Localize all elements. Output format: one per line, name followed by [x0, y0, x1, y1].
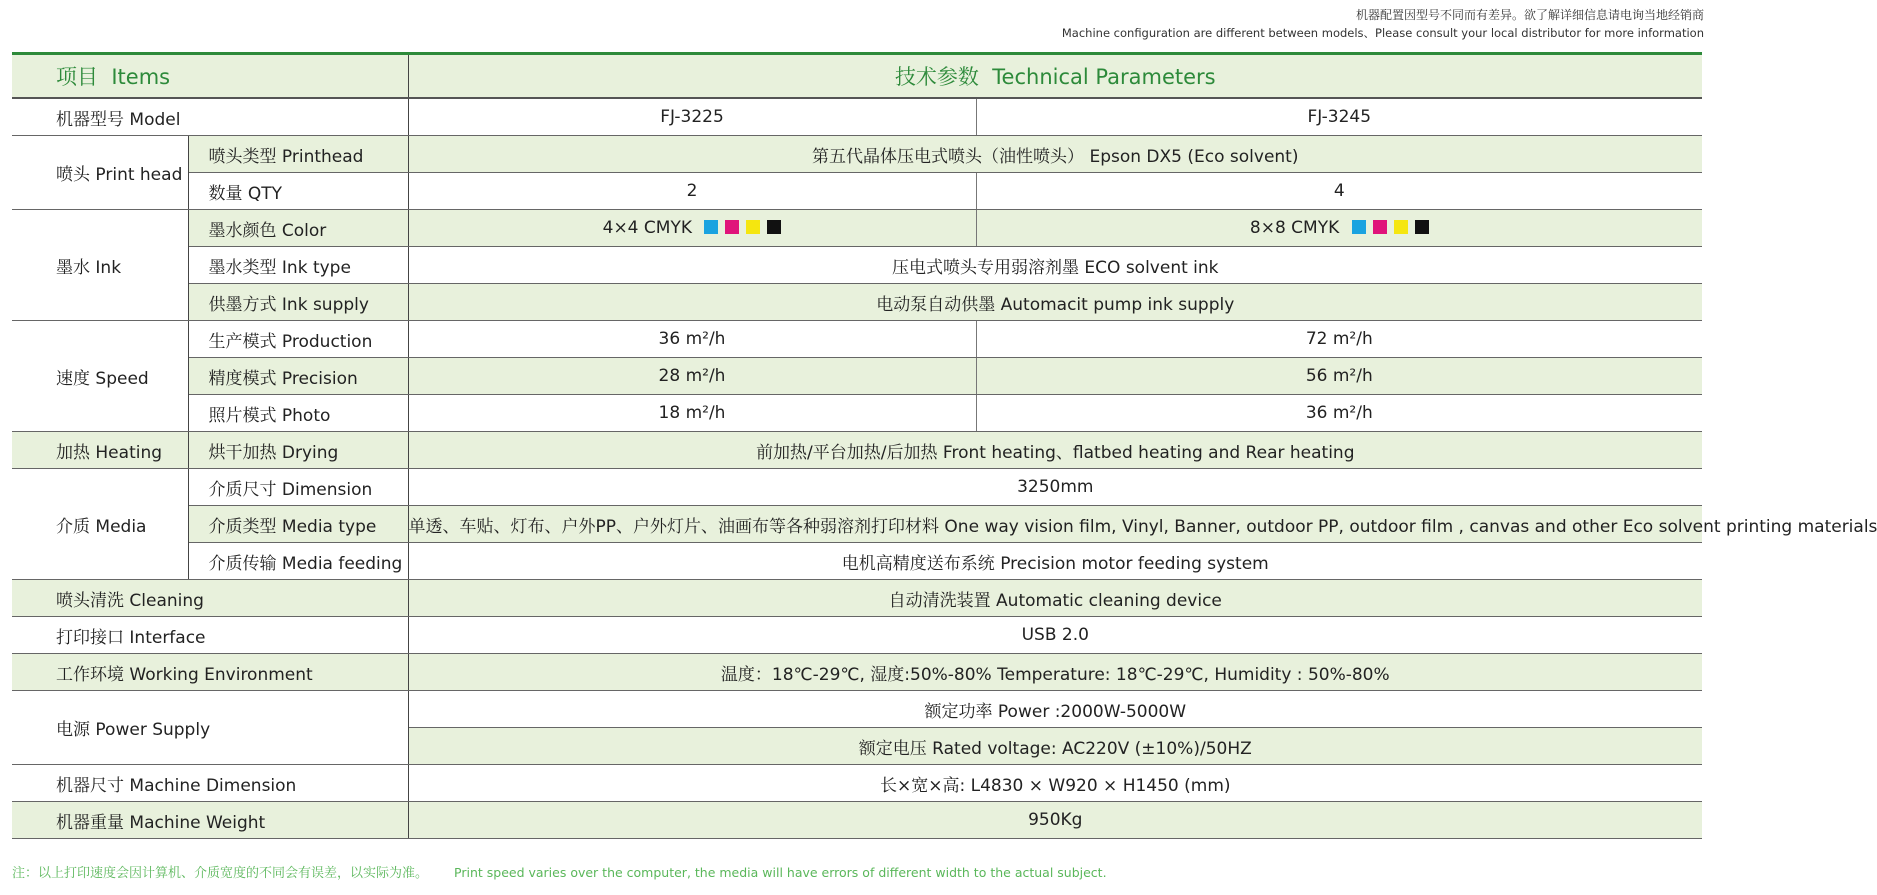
value-photo-b: 36 m²/h — [976, 395, 1702, 432]
value-precision-a: 28 m²/h — [408, 358, 976, 395]
value-media-feeding: 电机高精度送布系统 Precision motor feeding system — [408, 543, 1702, 580]
spec-table — [12, 52, 1877, 839]
value-weight: 950Kg — [408, 802, 1702, 839]
value-dimension: 长×宽×高: L4830 × W920 × H1450 (mm) — [408, 765, 1702, 802]
header-items — [12, 54, 408, 99]
label-dimension: 机器尺寸 Machine Dimension — [12, 765, 408, 802]
row-weight — [12, 802, 1702, 839]
black-swatch — [1415, 220, 1429, 234]
value-cleaning: 自动清洗装置 Automatic cleaning device — [408, 580, 1702, 617]
label-media-feeding: 介质传输 Media feeding — [188, 543, 408, 580]
label-drying: 烘干加热 Drying — [188, 432, 408, 469]
row-heating — [12, 432, 1702, 469]
ink-color-b-text: 8×8 CMYK — [1249, 218, 1340, 238]
row-media-type — [12, 506, 1702, 543]
group-printhead: 喷头 Print head — [12, 136, 188, 210]
row-printhead-qty — [12, 173, 1702, 210]
yellow-swatch — [746, 220, 760, 234]
row-environment — [12, 654, 1702, 691]
footnote — [12, 862, 1107, 881]
row-model — [12, 98, 1702, 136]
header-params — [408, 54, 1702, 99]
value-production-a: 36 m²/h — [408, 321, 976, 358]
row-dimension — [12, 765, 1702, 802]
header-items-cn: 项目 — [56, 65, 98, 89]
label-ink-type: 墨水类型 Ink type — [188, 247, 408, 284]
footnote-en: Print speed varies over the computer, the media will have errors of different width to the actual subject. — [454, 865, 1107, 880]
value-media-dimension: 3250mm — [408, 469, 1702, 506]
value-production-b: 72 m²/h — [976, 321, 1702, 358]
value-ink-color-a — [408, 210, 976, 247]
label-environment: 工作环境 Working Environment — [12, 654, 408, 691]
value-qty-a: 2 — [408, 173, 976, 210]
value-rated-voltage: 额定电压 Rated voltage: AC220V (±10%)/50HZ — [408, 728, 1702, 765]
row-speed-production — [12, 321, 1702, 358]
ink-color-a-text: 4×4 CMYK — [602, 218, 692, 238]
label-model: 机器型号 Model — [12, 98, 408, 136]
black-swatch — [767, 220, 781, 234]
value-interface: USB 2.0 — [408, 617, 1702, 654]
value-rated-power: 额定功率 Power :2000W-5000W — [408, 691, 1702, 728]
value-media-type: 单透、车贴、灯布、户外PP、户外灯片、油画布等各种弱溶剂打印材料 One way vision film, Vinyl, Banner, outdoor PP, outdoor film , canvas and other Eco solvent printing materials — [408, 506, 1702, 543]
magenta-swatch — [1373, 220, 1387, 234]
disclaimer-cn: 机器配置因型号不同而有差异。欲了解详细信息请电询当地经销商 — [1355, 8, 1704, 22]
value-photo-a: 18 m²/h — [408, 395, 976, 432]
label-speed-production: 生产模式 Production — [188, 321, 408, 358]
value-precision-b: 56 m²/h — [976, 358, 1702, 395]
row-speed-photo — [12, 395, 1702, 432]
label-weight: 机器重量 Machine Weight — [12, 802, 408, 839]
label-interface: 打印接口 Interface — [12, 617, 408, 654]
group-ink: 墨水 Ink — [12, 210, 188, 321]
label-ink-color: 墨水颜色 Color — [188, 210, 408, 247]
footnote-cn: 注：以上打印速度会因计算机、介质宽度的不同会有误差，以实际为准。 — [12, 866, 429, 881]
value-model-a: FJ-3225 — [408, 98, 976, 136]
label-media-type: 介质类型 Media type — [188, 506, 408, 543]
value-ink-supply: 电动泵自动供墨 Automacit pump ink supply — [408, 284, 1702, 321]
value-environment: 温度：18℃-29℃, 湿度:50%-80% Temperature: 18℃-29℃, Humidity : 50%-80% — [408, 654, 1702, 691]
label-speed-photo: 照片模式 Photo — [188, 395, 408, 432]
row-cleaning — [12, 580, 1702, 617]
header-params-en: Technical Parameters — [992, 65, 1216, 89]
header-items-en: Items — [111, 65, 171, 89]
cyan-swatch — [704, 220, 718, 234]
header-row — [12, 54, 1702, 99]
group-speed: 速度 Speed — [12, 321, 188, 432]
value-model-b: FJ-3245 — [976, 98, 1702, 136]
row-interface — [12, 617, 1702, 654]
label-ink-supply: 供墨方式 Ink supply — [188, 284, 408, 321]
label-printhead-type: 喷头类型 Printhead — [188, 136, 408, 173]
row-ink-supply — [12, 284, 1702, 321]
row-ink-type — [12, 247, 1702, 284]
value-printhead-type: 第五代晶体压电式喷头（油性喷头） Epson DX5 (Eco solvent) — [408, 136, 1702, 173]
row-printhead-type — [12, 136, 1702, 173]
value-ink-color-b — [976, 210, 1702, 247]
yellow-swatch — [1394, 220, 1408, 234]
group-media: 介质 Media — [12, 469, 188, 580]
row-power-rated — [12, 691, 1702, 728]
row-speed-precision — [12, 358, 1702, 395]
disclaimer — [1062, 6, 1704, 42]
label-power: 电源 Power Supply — [12, 691, 408, 765]
row-media-feeding — [12, 543, 1702, 580]
label-speed-precision: 精度模式 Precision — [188, 358, 408, 395]
header-params-cn: 技术参数 — [894, 65, 979, 89]
row-media-dimension — [12, 469, 1702, 506]
value-qty-b: 4 — [976, 173, 1702, 210]
label-media-dimension: 介质尺寸 Dimension — [188, 469, 408, 506]
cyan-swatch — [1352, 220, 1366, 234]
label-cleaning: 喷头清洗 Cleaning — [12, 580, 408, 617]
value-drying: 前加热/平台加热/后加热 Front heating、flatbed heating and Rear heating — [408, 432, 1702, 469]
magenta-swatch — [725, 220, 739, 234]
disclaimer-en: Machine configuration are different between models、Please consult your local distributor for more information — [1061, 26, 1704, 40]
label-printhead-qty: 数量 QTY — [188, 173, 408, 210]
group-heating: 加热 Heating — [12, 432, 188, 469]
row-ink-color — [12, 210, 1702, 247]
value-ink-type: 压电式喷头专用弱溶剂墨 ECO solvent ink — [408, 247, 1702, 284]
